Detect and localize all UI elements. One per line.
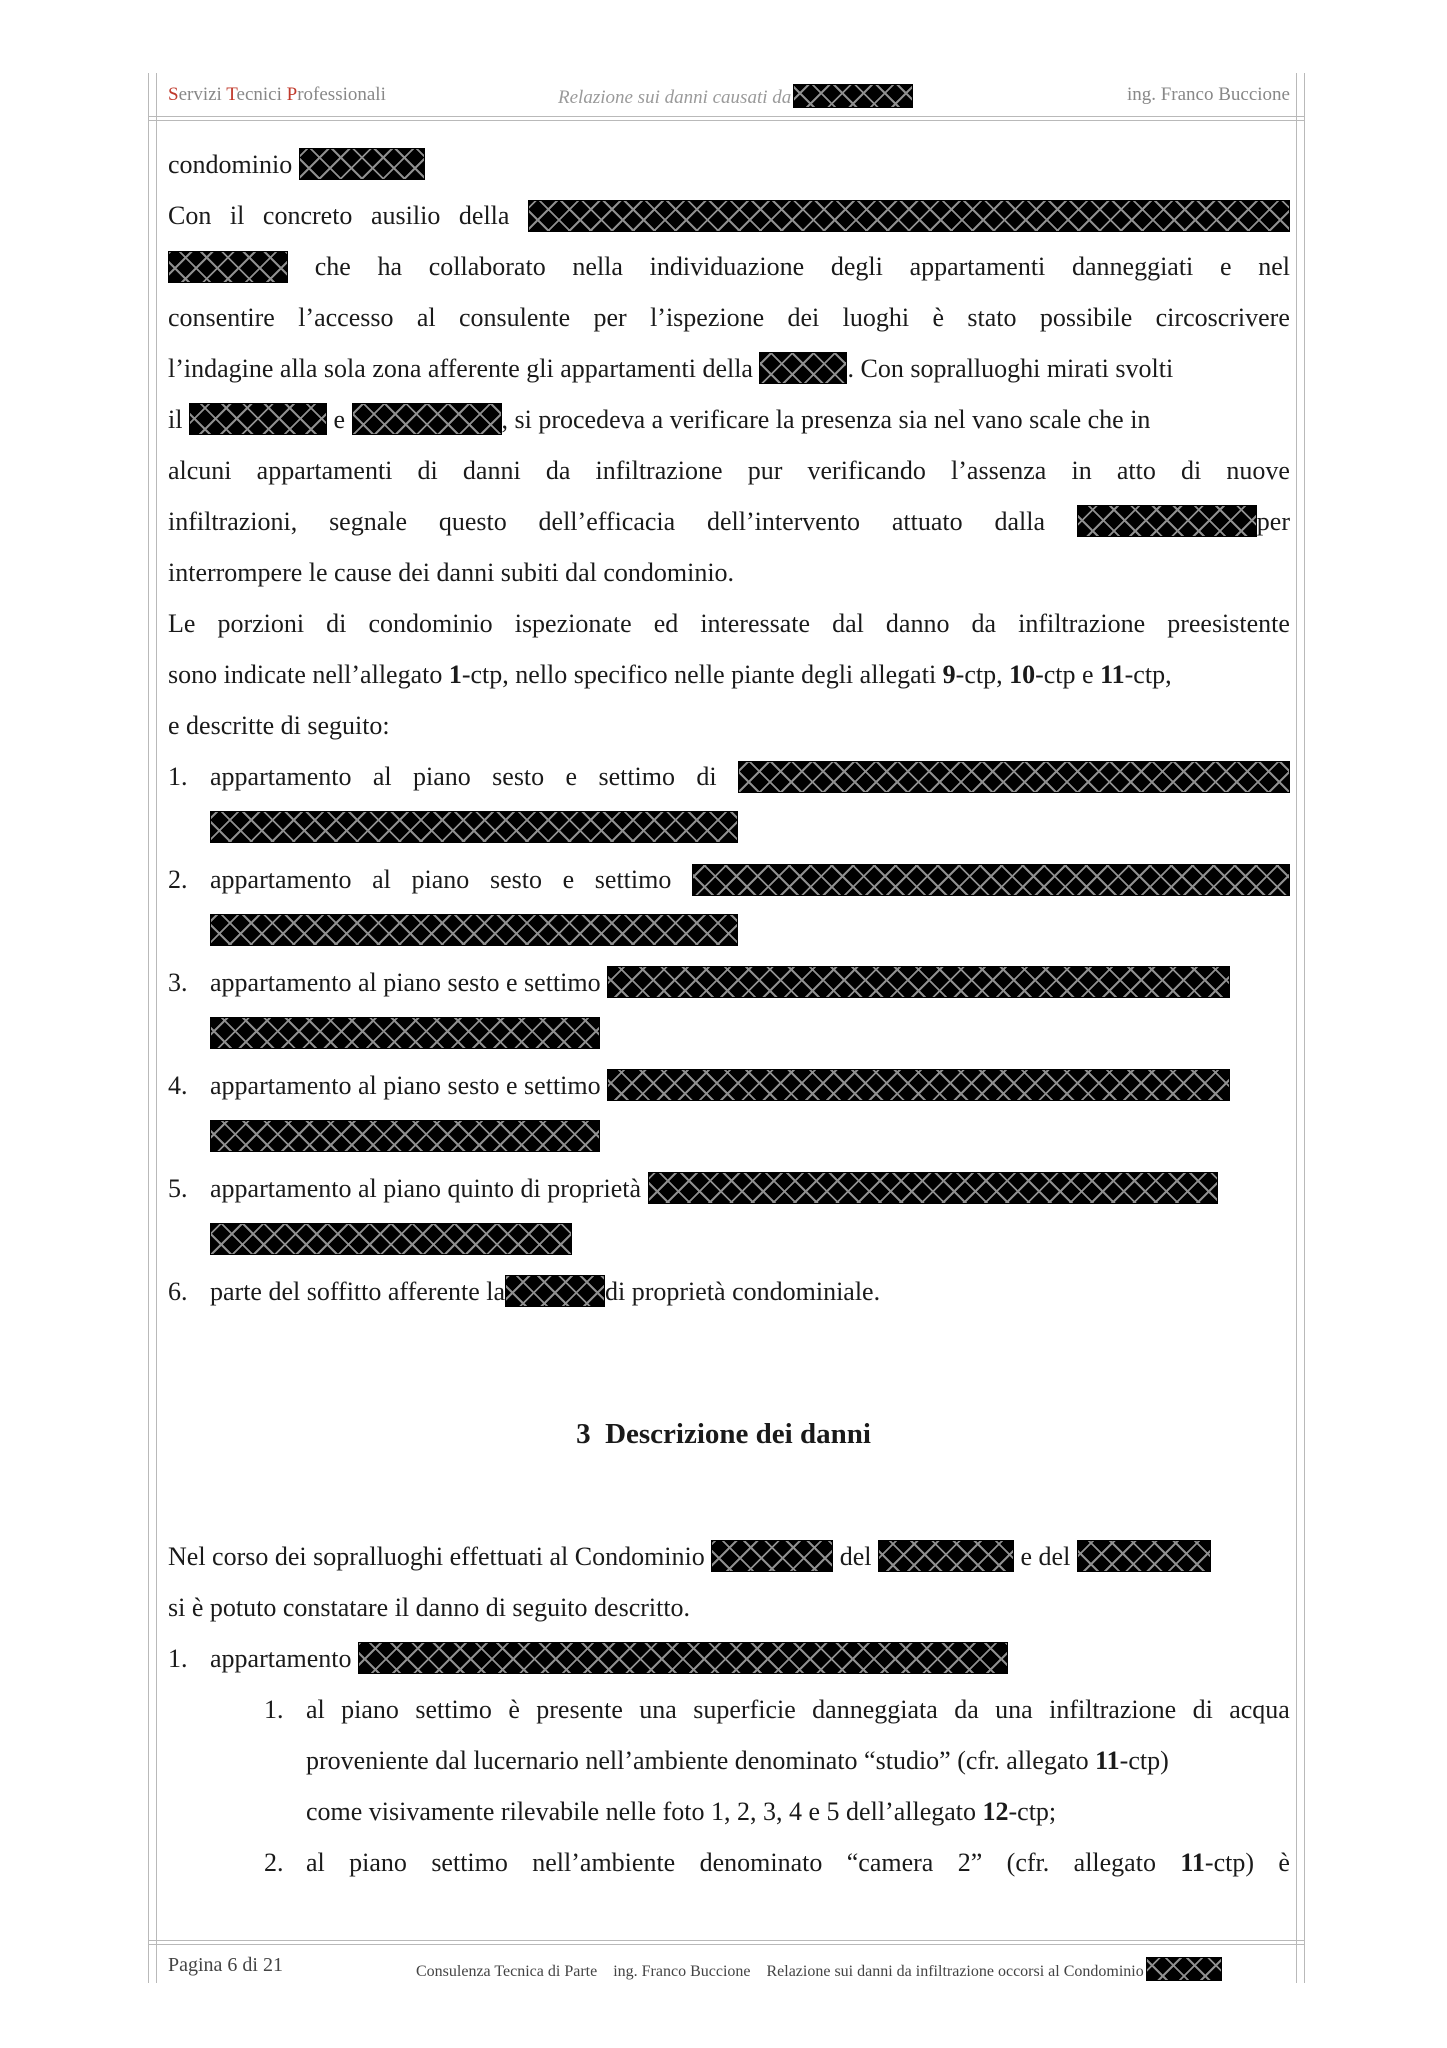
redaction bbox=[358, 1642, 1008, 1674]
page-footer bbox=[168, 1954, 1290, 1984]
redaction bbox=[607, 1069, 1230, 1101]
list-item: appartamento al piano quinto di proprietà bbox=[210, 1169, 1218, 1209]
frame-right-inner bbox=[1296, 73, 1297, 1983]
footer-rule-2 bbox=[148, 1944, 1304, 1945]
list-number: 2. bbox=[264, 1848, 284, 1877]
list-item: appartamento al piano sesto e settimo bbox=[210, 860, 1290, 900]
footer-rule bbox=[148, 1940, 1304, 1941]
list-number: 1. bbox=[168, 1644, 188, 1673]
list-item: parte del soffitto afferente la di proprietà condominiale. bbox=[210, 1277, 881, 1306]
redaction bbox=[1077, 505, 1257, 537]
section-heading: 3 Descrizione dei danni bbox=[576, 1418, 871, 1450]
text-line: si è potuto constatare il danno di seguito descritto. bbox=[168, 1593, 691, 1622]
text-line: infiltrazioni, segnale questo dell’efficacia dell’intervento attuato dalla per bbox=[168, 502, 1290, 542]
text-line: Nel corso dei sopralluoghi effettuati al Condominio del e del bbox=[168, 1537, 1211, 1577]
text-line: Le porzioni di condominio ispezionate ed interessate dal danno da infiltrazione preesistente bbox=[168, 609, 1290, 638]
sub-list-item-cont: proveniente dal lucernario nell’ambiente denominato “studio” (cfr. allegato 11-ctp) bbox=[306, 1746, 1169, 1775]
header-brand: Servizi Tecnici Professionali bbox=[168, 84, 386, 105]
text-line: Con il concreto ausilio della bbox=[168, 196, 1290, 236]
list-item: appartamento al piano sesto e settimo bbox=[210, 963, 1230, 1003]
list-number: 6. bbox=[168, 1277, 188, 1306]
redaction bbox=[607, 966, 1230, 998]
text-line: consentire l’accesso al consulente per l’ispezione dei luoghi è stato possibile circoscrivere bbox=[168, 303, 1290, 332]
redaction-group: per bbox=[1077, 502, 1290, 542]
frame-left-inner bbox=[156, 73, 157, 1983]
list-number: 5. bbox=[168, 1174, 188, 1203]
list-item-cont bbox=[210, 1220, 572, 1260]
redaction bbox=[692, 864, 1290, 896]
redaction bbox=[210, 1223, 572, 1255]
redaction bbox=[189, 403, 327, 435]
sub-list-item: al piano settimo è presente una superficie danneggiata da una infiltrazione di acqua bbox=[306, 1695, 1290, 1724]
footer-info: Consulenza Tecnica di Parte ing. Franco Buccione Relazione sui danni da infiltrazione occorsi al Condominio bbox=[416, 1957, 1222, 1981]
text-line: che ha collaborato nella individuazione degli appartamenti danneggiati e nel bbox=[168, 247, 1290, 287]
header-title: Relazione sui danni causati da bbox=[558, 84, 913, 109]
sub-list-item-cont: come visivamente rilevabile nelle foto 1, 2, 3, 4 e 5 dell’allegato 12-ctp; bbox=[306, 1797, 1057, 1826]
list-item: appartamento al piano sesto e settimo di bbox=[210, 757, 1290, 797]
list-number: 3. bbox=[168, 968, 188, 997]
list-item-cont bbox=[210, 808, 738, 848]
text-line: e descritte di seguito: bbox=[168, 711, 390, 740]
redaction bbox=[878, 1540, 1014, 1572]
list-number: 4. bbox=[168, 1071, 188, 1100]
redaction bbox=[528, 200, 1290, 232]
list-item: appartamento al piano sesto e settimo bbox=[210, 1066, 1230, 1106]
list-item: appartamento bbox=[210, 1639, 1008, 1679]
redaction bbox=[738, 761, 1290, 793]
header-author: ing. Franco Buccione bbox=[1126, 84, 1290, 105]
redaction bbox=[505, 1275, 605, 1307]
header-rule-2 bbox=[148, 120, 1304, 121]
text-line: l’indagine alla sola zona afferente gli appartamenti della . Con sopralluoghi mirati svolti bbox=[168, 354, 1174, 383]
frame-right-outer bbox=[1304, 73, 1305, 1983]
redaction bbox=[210, 811, 738, 843]
header-rule bbox=[148, 116, 1304, 117]
redaction bbox=[210, 914, 738, 946]
text-line: interrompere le cause dei danni subiti dal condominio. bbox=[168, 558, 735, 587]
redaction bbox=[210, 1017, 600, 1049]
redaction bbox=[793, 84, 913, 108]
redaction bbox=[711, 1540, 833, 1572]
redaction bbox=[299, 148, 425, 180]
redaction bbox=[352, 403, 502, 435]
list-item-cont bbox=[210, 911, 738, 951]
redaction bbox=[759, 352, 847, 384]
page-number: Pagina 6 di 21 bbox=[168, 1954, 283, 1976]
frame-left-outer bbox=[148, 73, 149, 1983]
text-line: il e , si procedeva a verificare la presenza sia nel vano scale che in bbox=[168, 405, 1151, 434]
page-header bbox=[168, 84, 1290, 112]
redaction bbox=[210, 1120, 600, 1152]
list-number: 2. bbox=[168, 865, 188, 894]
ref-group: 11-ctp) bbox=[1180, 1848, 1255, 1877]
list-number: 1. bbox=[264, 1695, 284, 1724]
list-item-cont bbox=[210, 1014, 600, 1054]
redaction bbox=[1146, 1957, 1222, 1981]
list-number: 1. bbox=[168, 762, 188, 791]
text-line: alcuni appartamenti di danni da infiltrazione pur verificando l’assenza in atto di nuove bbox=[168, 456, 1290, 485]
redaction bbox=[648, 1172, 1218, 1204]
text-line: sono indicate nell’allegato 1-ctp, nello specifico nelle piante degli allegati 9-ctp, 10-ctp e 11-ctp, bbox=[168, 660, 1172, 689]
redaction bbox=[1077, 1540, 1211, 1572]
sub-list-item: al piano settimo nell’ambiente denominato “camera 2” (cfr. allegato 11-ctp) è bbox=[306, 1843, 1290, 1883]
text-line: condominio bbox=[168, 145, 425, 185]
redaction bbox=[168, 251, 288, 283]
list-item-cont bbox=[210, 1117, 600, 1157]
